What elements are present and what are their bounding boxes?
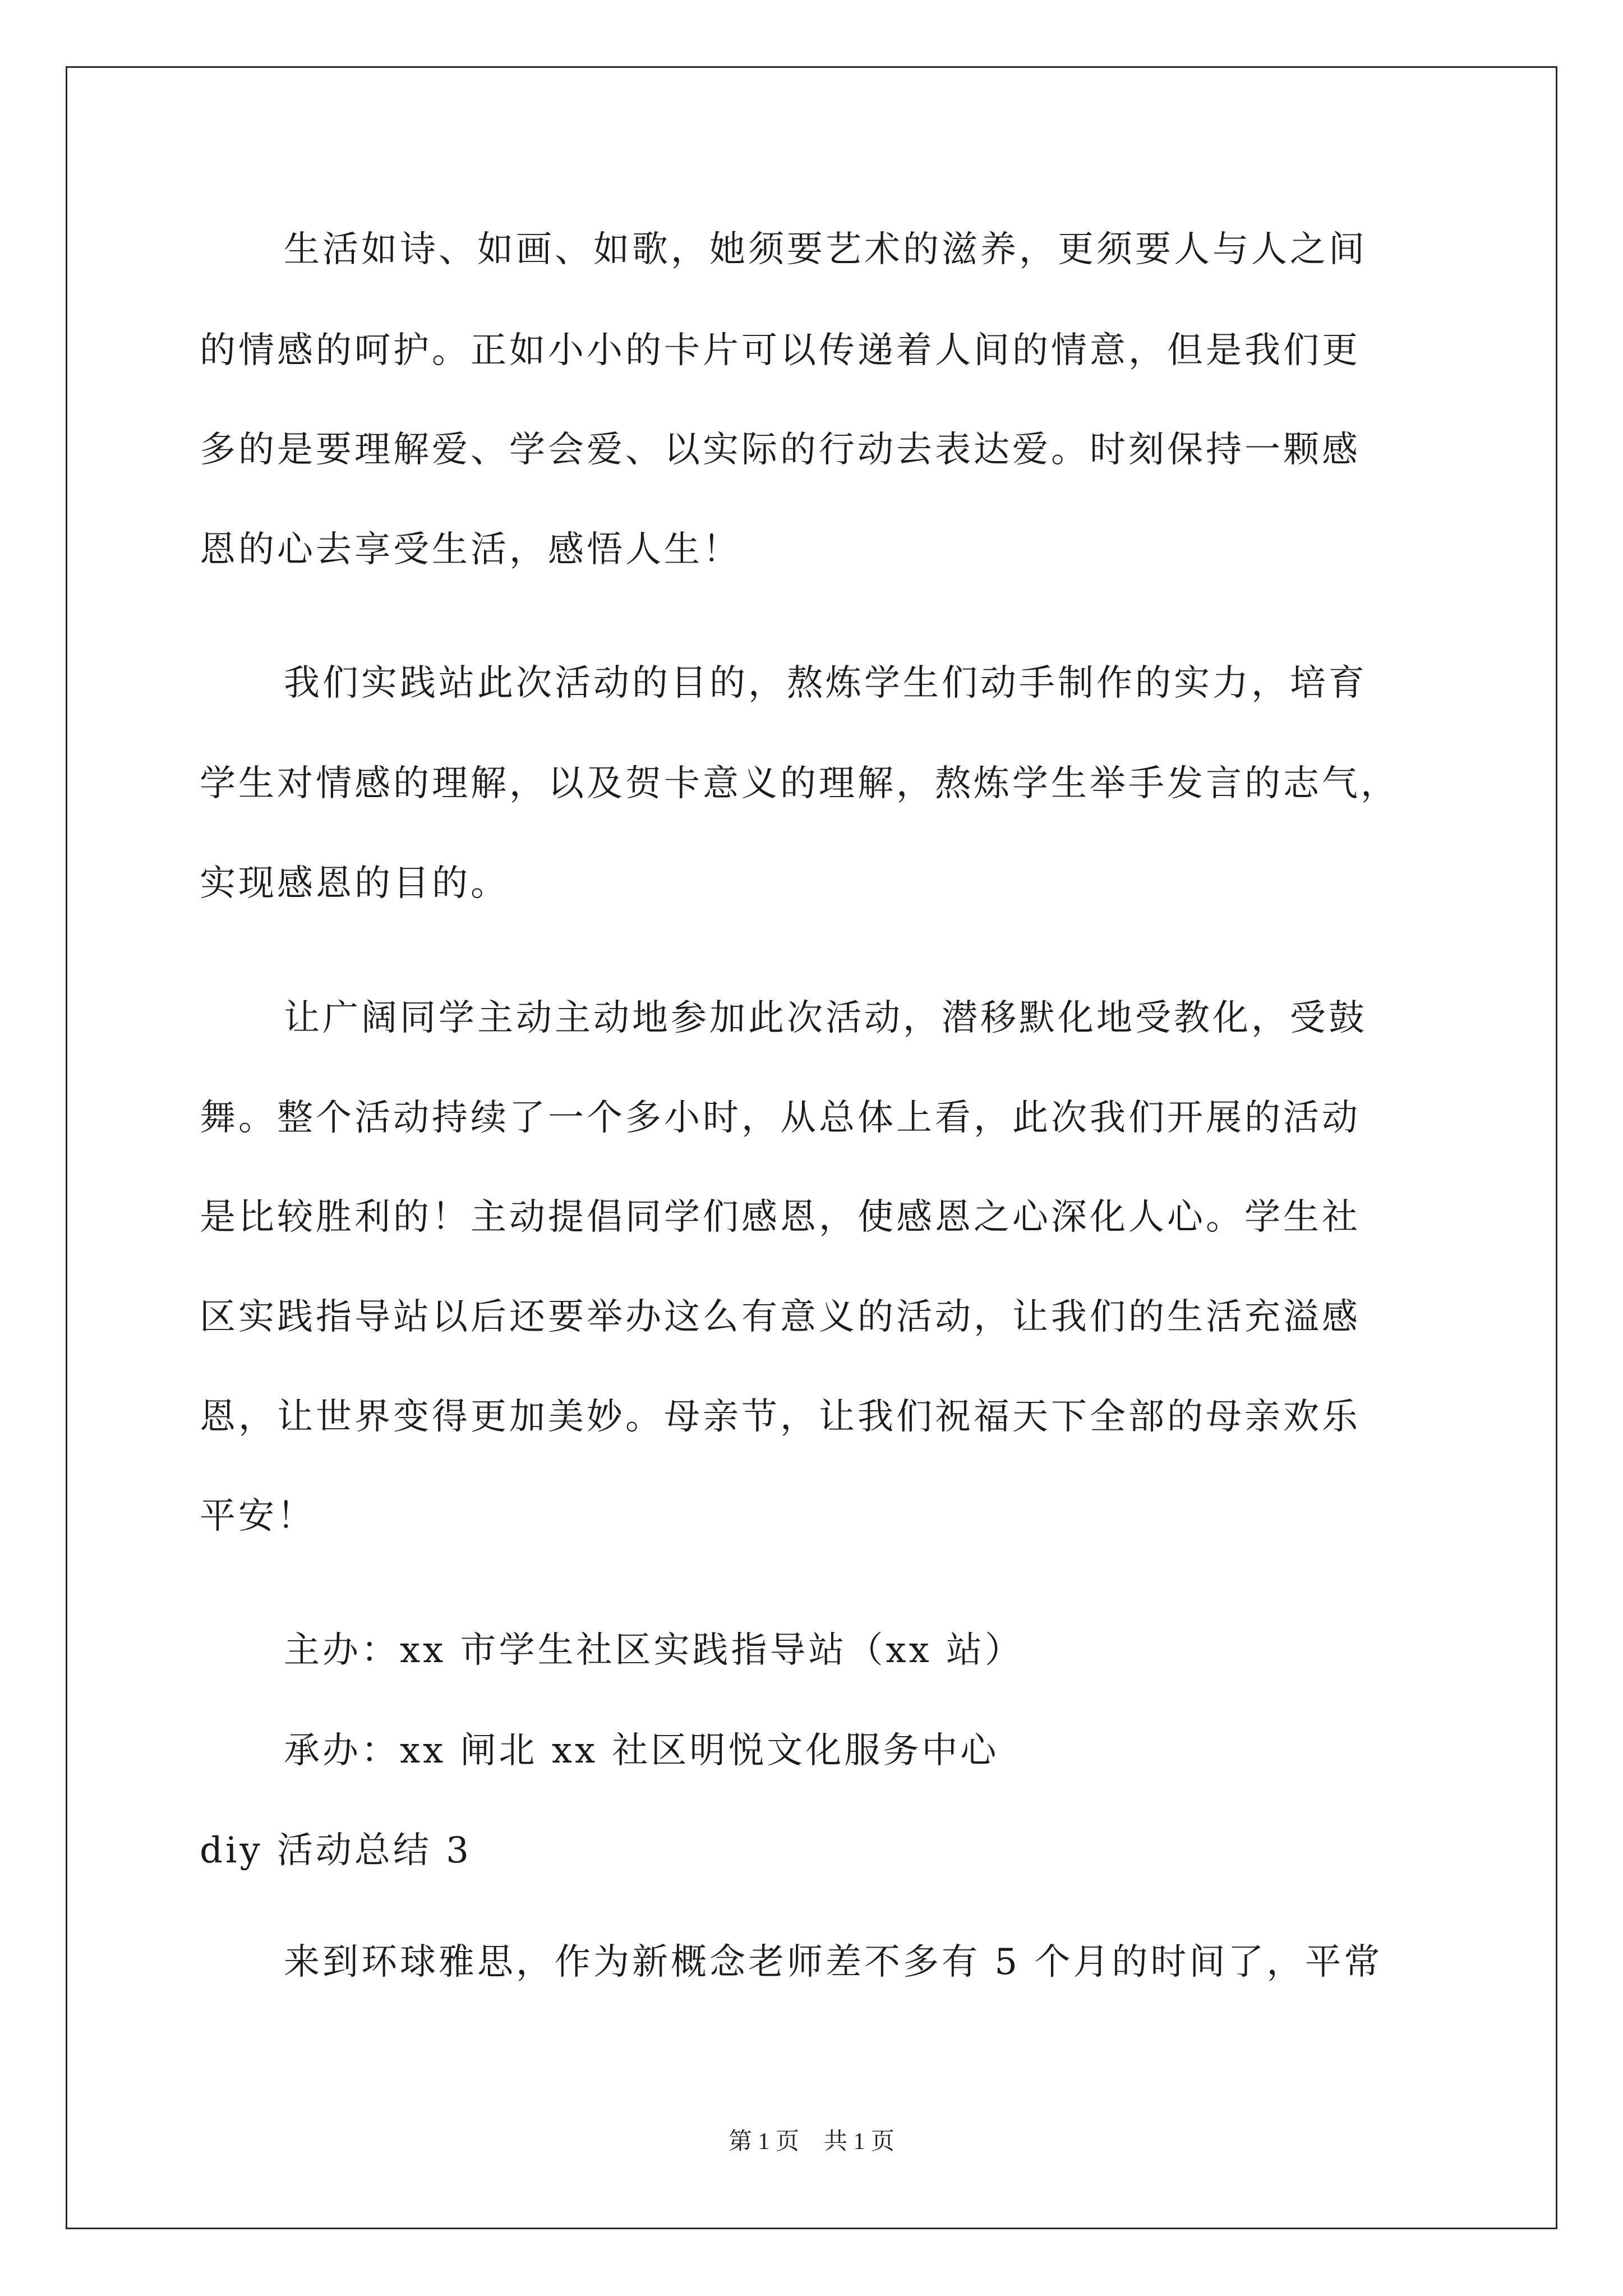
paragraph-line: 的情感的呵护。正如小小的卡片可以传递着人间的情意，但是我们更 (200, 330, 1361, 371)
page-total: 共 1 页 (824, 2129, 895, 2155)
paragraph-line: 是比较胜利的！主动提倡同学们感恩，使感恩之心深化人心。学生社 (200, 1197, 1361, 1238)
paragraph-line: 来到环球雅思，作为新概念老师差不多有 5 个月的时间了，平常 (284, 1941, 1383, 1983)
page-number: 第 1 页 (728, 2129, 799, 2155)
paragraph-line: 生活如诗、如画、如歌，她须要艺术的滋养，更须要人与人之间 (284, 229, 1367, 270)
page-footer (0, 2128, 1623, 2156)
paragraph-line: 区实践指导站以后还要举办这么有意义的活动，让我们的生活充溢感 (200, 1296, 1361, 1338)
paragraph-line: 恩的心去享受生活，感悟人生！ (200, 529, 741, 570)
paragraph-line: 实现感恩的目的。 (200, 863, 509, 904)
paragraph-line: 恩，让世界变得更加美妙。母亲节，让我们祝福天下全部的母亲欢乐 (200, 1396, 1361, 1438)
paragraph-line: 舞。整个活动持续了一个多小时，从总体上看，此次我们开展的活动 (200, 1097, 1361, 1139)
co-organizer-line: 承办：xx 闸北 xx 社区明悦文化服务中心 (284, 1730, 999, 1772)
paragraph-line: 让广阔同学主动主动地参加此次活动，潜移默化地受教化，受鼓 (284, 997, 1367, 1039)
page-border (66, 66, 1557, 2229)
section-heading: diy 活动总结 3 (200, 1830, 472, 1871)
paragraph-line: 多的是要理解爱、学会爱、以实际的行动去表达爱。时刻保持一颗感 (200, 429, 1361, 471)
paragraph-line: 我们实践站此次活动的目的，熬炼学生们动手制作的实力，培育 (284, 662, 1367, 704)
organizer-line: 主办：xx 市学生社区实践指导站（xx 站） (284, 1630, 1024, 1671)
paragraph-line: 平安！ (200, 1496, 316, 1537)
paragraph-line: 学生对情感的理解，以及贺卡意义的理解，熬炼学生举手发言的志气， (200, 763, 1399, 804)
